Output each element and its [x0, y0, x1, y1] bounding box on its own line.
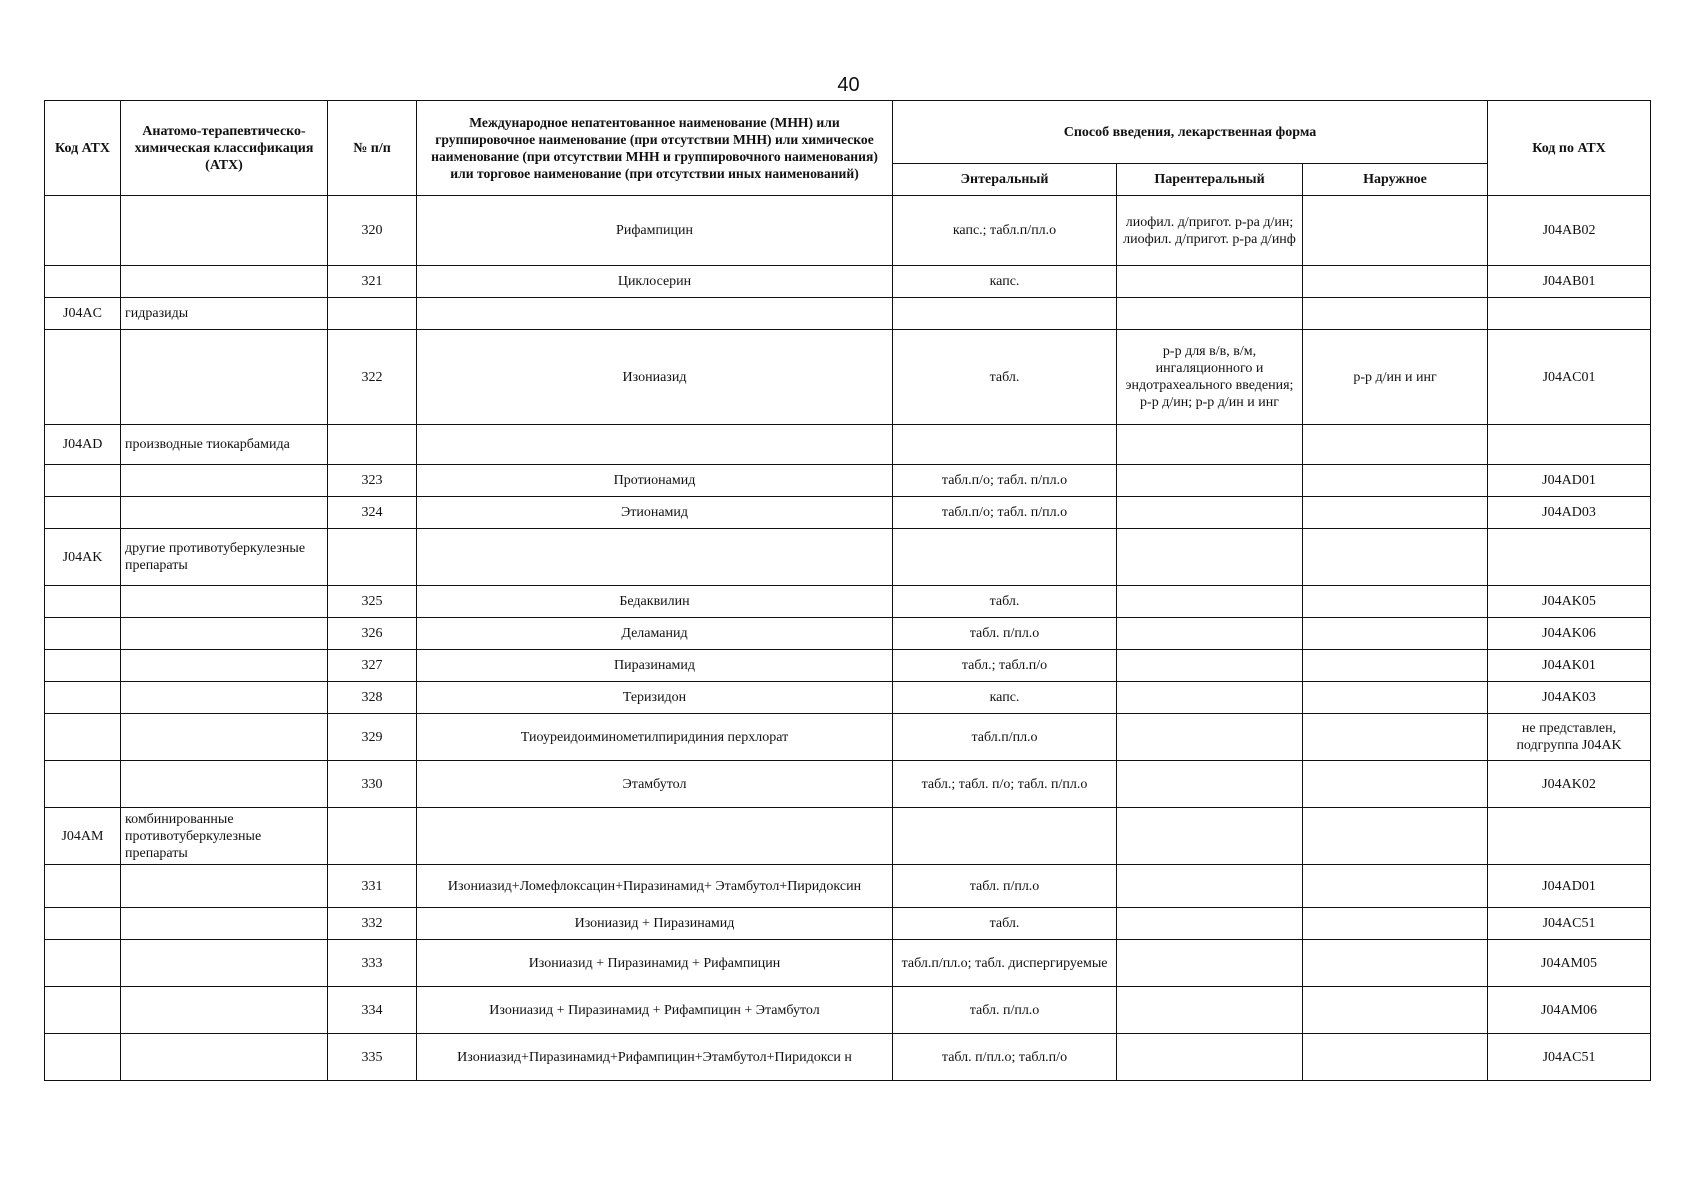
row-number: 335 [328, 1034, 417, 1081]
row-name: Бедаквилин [417, 586, 893, 618]
row-number: 329 [328, 714, 417, 761]
table-row [45, 330, 1651, 425]
row-code [45, 497, 121, 529]
page-number: 40 [837, 74, 860, 96]
row-classification [121, 940, 328, 987]
row-enteral [893, 529, 1117, 586]
row-atx-code: J04AM05 [1488, 940, 1651, 987]
row-name: Протионамид [417, 465, 893, 497]
row-classification: гидразиды [121, 298, 328, 330]
row-classification [121, 330, 328, 425]
row-classification [121, 650, 328, 682]
row-external [1303, 682, 1488, 714]
row-number: 334 [328, 987, 417, 1034]
row-code: J04AD [45, 425, 121, 465]
row-external [1303, 425, 1488, 465]
table-row [45, 987, 1651, 1034]
row-classification [121, 1034, 328, 1081]
row-atx-code [1488, 808, 1651, 865]
row-enteral: табл. [893, 586, 1117, 618]
row-enteral: табл.п/о; табл. п/пл.о [893, 465, 1117, 497]
table-row [45, 761, 1651, 808]
table-row [45, 808, 1651, 865]
row-code [45, 586, 121, 618]
row-parenteral [1117, 682, 1303, 714]
header-enteral: Энтеральный [893, 164, 1117, 196]
row-code [45, 465, 121, 497]
row-name: Изониазид + Пиразинамид + Рифампицин [417, 940, 893, 987]
row-atx-code: J04AD01 [1488, 465, 1651, 497]
row-atx-code: J04AD01 [1488, 865, 1651, 908]
row-name: Этамбутол [417, 761, 893, 808]
table-row [45, 425, 1651, 465]
table-row [45, 1034, 1651, 1081]
row-code [45, 266, 121, 298]
row-enteral: табл.п/о; табл. п/пл.о [893, 497, 1117, 529]
row-classification [121, 714, 328, 761]
row-parenteral [1117, 808, 1303, 865]
row-name: Циклосерин [417, 266, 893, 298]
row-enteral: табл. п/пл.о; табл.п/о [893, 1034, 1117, 1081]
row-number [328, 529, 417, 586]
header-external: Наружное [1303, 164, 1488, 196]
table-row [45, 908, 1651, 940]
row-parenteral [1117, 497, 1303, 529]
row-name [417, 298, 893, 330]
row-atx-code: J04AC51 [1488, 1034, 1651, 1081]
row-external [1303, 266, 1488, 298]
row-code [45, 761, 121, 808]
row-external [1303, 1034, 1488, 1081]
row-parenteral [1117, 940, 1303, 987]
row-enteral: капс. [893, 682, 1117, 714]
row-number: 324 [328, 497, 417, 529]
row-name: Пиразинамид [417, 650, 893, 682]
table-row [45, 266, 1651, 298]
row-number: 332 [328, 908, 417, 940]
row-classification: производные тиокарбамида [121, 425, 328, 465]
row-parenteral [1117, 714, 1303, 761]
row-atx-code: J04AB02 [1488, 196, 1651, 266]
row-atx-code: J04AK06 [1488, 618, 1651, 650]
row-number [328, 425, 417, 465]
row-classification [121, 465, 328, 497]
table-row [45, 940, 1651, 987]
row-name: Изониазид + Пиразинамид + Рифампицин + Этамбутол [417, 987, 893, 1034]
row-atx-code: J04AK03 [1488, 682, 1651, 714]
table-row [45, 650, 1651, 682]
row-number: 320 [328, 196, 417, 266]
row-code [45, 714, 121, 761]
header-parenteral: Парентеральный [1117, 164, 1303, 196]
row-code [45, 196, 121, 266]
row-external [1303, 940, 1488, 987]
row-number: 321 [328, 266, 417, 298]
row-name: Теризидон [417, 682, 893, 714]
row-name [417, 529, 893, 586]
header-route: Способ введения, лекарственная форма [893, 101, 1488, 164]
row-external [1303, 618, 1488, 650]
row-atx-code: J04AB01 [1488, 266, 1651, 298]
header-classification: Анатомо-терапевтическо-химическая классификация (АТХ) [121, 101, 328, 196]
row-classification [121, 908, 328, 940]
row-external [1303, 465, 1488, 497]
row-external [1303, 196, 1488, 266]
row-enteral: капс. [893, 266, 1117, 298]
row-number: 330 [328, 761, 417, 808]
row-name: Этионамид [417, 497, 893, 529]
row-code: J04AM [45, 808, 121, 865]
row-number: 323 [328, 465, 417, 497]
table-body [45, 196, 1651, 1081]
row-code [45, 865, 121, 908]
row-name: Деламанид [417, 618, 893, 650]
row-name: Изониазид + Пиразинамид [417, 908, 893, 940]
table-row [45, 865, 1651, 908]
row-atx-code: J04AC01 [1488, 330, 1651, 425]
row-enteral [893, 425, 1117, 465]
row-atx-code: J04AD03 [1488, 497, 1651, 529]
table-row [45, 682, 1651, 714]
row-enteral: табл. п/пл.о [893, 987, 1117, 1034]
row-external: р-р д/ин и инг [1303, 330, 1488, 425]
table-row [45, 529, 1651, 586]
row-atx-code [1488, 529, 1651, 586]
row-parenteral: лиофил. д/пригот. р-ра д/ин; лиофил. д/пригот. р-ра д/инф [1117, 196, 1303, 266]
row-enteral: табл.; табл. п/о; табл. п/пл.о [893, 761, 1117, 808]
row-parenteral [1117, 1034, 1303, 1081]
row-parenteral [1117, 987, 1303, 1034]
row-number: 322 [328, 330, 417, 425]
row-number: 331 [328, 865, 417, 908]
row-number [328, 808, 417, 865]
row-number: 328 [328, 682, 417, 714]
row-atx-code: J04AK02 [1488, 761, 1651, 808]
row-number: 326 [328, 618, 417, 650]
row-name [417, 425, 893, 465]
row-atx-code: J04AK01 [1488, 650, 1651, 682]
row-enteral: табл.п/пл.о [893, 714, 1117, 761]
row-atx-code [1488, 425, 1651, 465]
drug-table [44, 100, 1651, 1081]
row-external [1303, 497, 1488, 529]
row-code [45, 940, 121, 987]
row-classification [121, 865, 328, 908]
row-parenteral [1117, 465, 1303, 497]
row-code [45, 650, 121, 682]
row-external [1303, 298, 1488, 330]
row-number [328, 298, 417, 330]
row-classification [121, 497, 328, 529]
row-parenteral [1117, 908, 1303, 940]
row-external [1303, 714, 1488, 761]
row-atx-code: J04AM06 [1488, 987, 1651, 1034]
row-classification [121, 682, 328, 714]
row-external [1303, 529, 1488, 586]
row-classification [121, 196, 328, 266]
row-code [45, 330, 121, 425]
row-external [1303, 908, 1488, 940]
row-name: Рифампицин [417, 196, 893, 266]
row-classification [121, 987, 328, 1034]
row-external [1303, 865, 1488, 908]
row-enteral: табл. [893, 908, 1117, 940]
row-classification [121, 586, 328, 618]
row-classification [121, 618, 328, 650]
row-code: J04AC [45, 298, 121, 330]
row-enteral: капс.; табл.п/пл.о [893, 196, 1117, 266]
header-number: № п/п [328, 101, 417, 196]
row-parenteral [1117, 865, 1303, 908]
row-parenteral [1117, 425, 1303, 465]
row-parenteral [1117, 529, 1303, 586]
row-enteral: табл. п/пл.о [893, 865, 1117, 908]
row-code [45, 987, 121, 1034]
row-external [1303, 808, 1488, 865]
row-parenteral [1117, 298, 1303, 330]
row-parenteral [1117, 650, 1303, 682]
row-number: 327 [328, 650, 417, 682]
header-name: Международное непатентованное наименование (МНН) или группировочное наименование (при отсутствии МНН) или химическое наименование (при отсутствии МНН и группировочного наименования) или торговое наименование (при отсутствии иных наименований) [417, 101, 893, 196]
row-name: Изониазид+Пиразинамид+Рифампицин+Этамбутол+Пиридокси н [417, 1034, 893, 1081]
row-enteral [893, 808, 1117, 865]
header-atx-code: Код по АТХ [1488, 101, 1651, 196]
row-code [45, 908, 121, 940]
row-code: J04AK [45, 529, 121, 586]
row-code [45, 618, 121, 650]
row-enteral: табл. [893, 330, 1117, 425]
row-name [417, 808, 893, 865]
header-code: Код АТХ [45, 101, 121, 196]
row-enteral: табл.; табл.п/о [893, 650, 1117, 682]
row-atx-code: J04AC51 [1488, 908, 1651, 940]
row-parenteral [1117, 618, 1303, 650]
row-classification: комбинированные противотуберкулезные препараты [121, 808, 328, 865]
row-atx-code: J04AK05 [1488, 586, 1651, 618]
row-external [1303, 761, 1488, 808]
row-name: Изониазид+Ломефлоксацин+Пиразинамид+ Этамбутол+Пиридоксин [417, 865, 893, 908]
row-parenteral [1117, 586, 1303, 618]
row-parenteral [1117, 266, 1303, 298]
table-row [45, 618, 1651, 650]
row-name: Изониазид [417, 330, 893, 425]
row-external [1303, 987, 1488, 1034]
row-code [45, 682, 121, 714]
row-classification [121, 266, 328, 298]
table-row [45, 714, 1651, 761]
table-row [45, 586, 1651, 618]
row-enteral: табл.п/пл.о; табл. диспергируемые [893, 940, 1117, 987]
row-code [45, 1034, 121, 1081]
row-external [1303, 650, 1488, 682]
row-enteral [893, 298, 1117, 330]
row-classification: другие противотуберкулезные препараты [121, 529, 328, 586]
row-external [1303, 586, 1488, 618]
row-number: 333 [328, 940, 417, 987]
table-row [45, 465, 1651, 497]
row-enteral: табл. п/пл.о [893, 618, 1117, 650]
row-parenteral [1117, 761, 1303, 808]
row-name: Тиоуреидоиминометилпиридиния перхлорат [417, 714, 893, 761]
row-atx-code [1488, 298, 1651, 330]
table-row [45, 497, 1651, 529]
row-atx-code: не представлен, подгруппа J04AK [1488, 714, 1651, 761]
table-row [45, 196, 1651, 266]
row-classification [121, 761, 328, 808]
table-row [45, 298, 1651, 330]
row-number: 325 [328, 586, 417, 618]
row-parenteral: р-р для в/в, в/м, ингаляционного и эндотрахеального введения; р-р д/ин; р-р д/ин и инг [1117, 330, 1303, 425]
